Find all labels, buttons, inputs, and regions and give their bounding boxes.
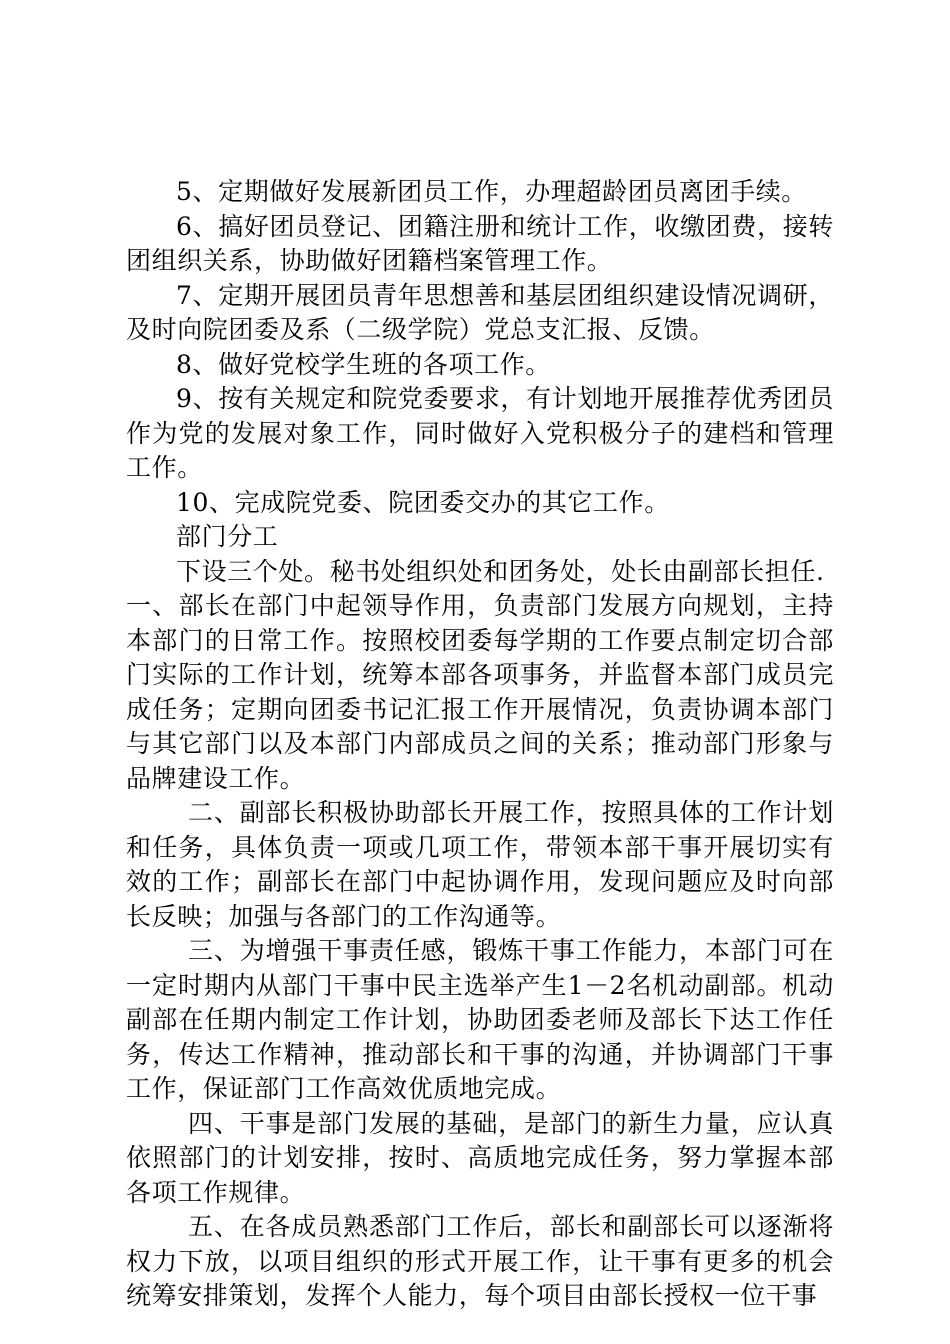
section-heading: 部门分工 [176, 522, 279, 551]
role-minister: 一、部长在部门中起领导作用，负责部门发展方向规划，主持本部门的日常工作。按照校团委每学期的工作要点制定切合部门实际的工作计划，统筹本部各项事务，并监督本部门成员完成任务；定期向团委书记汇报工作开展情况，负责协调本部门与其它部门以及本部门内部成员之间的关系；推动部门形象与品牌建设工作。 [126, 591, 834, 793]
duty-item-5: 5、定期做好发展新团员工作，办理超龄团员离团手续。 [176, 177, 807, 206]
role-delegation: 五、在各成员熟悉部门工作后，部长和副部长可以逐渐将权力下放，以项目组织的形式开展工作，让干事有更多的机会统筹安排策划，发挥个人能力，每个项目由部长授权一位干事 [126, 1212, 834, 1310]
duty-item-10: 10、完成院党委、院团委交办的其它工作。 [176, 487, 670, 517]
duty-item-8: 8、做好党校学生班的各项工作。 [176, 349, 551, 379]
division-intro: 下设三个处。秘书处组织处和团务处，处长由副部长担任. [176, 556, 825, 586]
duty-item-9: 9、按有关规定和院党委要求，有计划地开展推荐优秀团员作为党的发展对象工作，同时做好入党积极分子的建档和管理工作。 [126, 384, 834, 482]
document-body [126, 175, 834, 1314]
role-mobile-vice: 三、为增强干事责任感，锻炼干事工作能力，本部门可在一定时期内从部门干事中民主选举产生1－2名机动副部。机动副部在任期内制定工作计划，协助团委老师及部长下达工作任务，传达工作精神，推动部长和干事的沟通，并协调部门干事工作，保证部门工作高效优质地完成。 [126, 936, 834, 1103]
role-vice-minister: 二、副部长积极协助部长开展工作，按照具体的工作计划和任务，具体负责一项或几项工作，带领本部干事开展切实有效的工作；副部长在部门中起协调作用，发现问题应及时向部长反映；加强与各部门的工作沟通等。 [126, 798, 834, 931]
role-staff: 四、干事是部门发展的基础，是部门的新生力量，应认真依照部门的计划安排，按时、高质地完成任务，努力掌握本部各项工作规律。 [126, 1108, 834, 1207]
duty-item-6: 6、搞好团员登记、团籍注册和统计工作，收缴团费，接转团组织关系，协助做好团籍档案管理工作。 [126, 211, 834, 275]
duty-item-7: 7、定期开展团员青年思想善和基层团组织建设情况调研，及时向院团委及系（二级学院）党总支汇报、反馈。 [126, 280, 834, 344]
